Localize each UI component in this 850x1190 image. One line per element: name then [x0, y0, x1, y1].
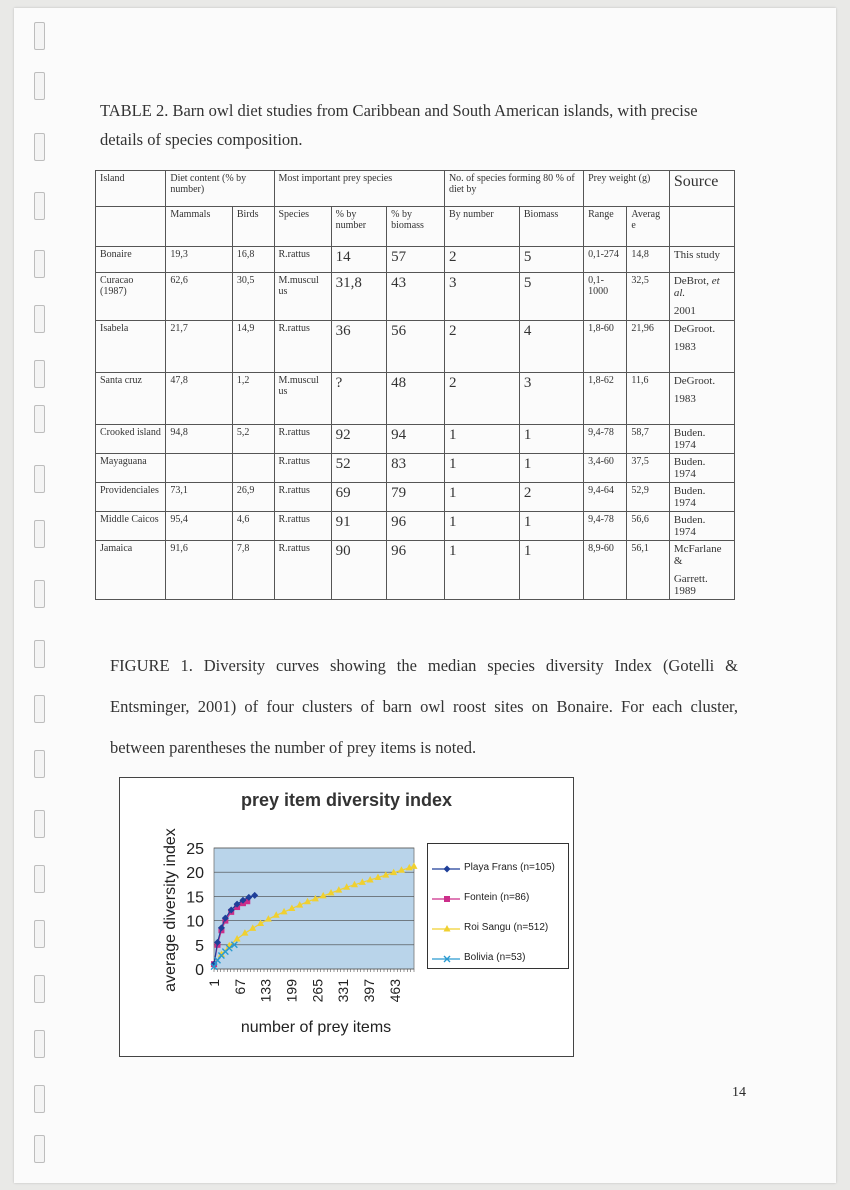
- binder-hole: [34, 405, 45, 433]
- source-text: DeGroot.: [673, 323, 716, 335]
- y-tick-label: 15: [186, 889, 204, 907]
- table-header-row: [96, 171, 735, 207]
- x-tick-label: 331: [335, 979, 352, 1003]
- cell-birds: 16,8: [232, 247, 274, 273]
- cell-species: R.rattus: [274, 541, 331, 600]
- cell-pct-biomass: 94: [387, 425, 445, 454]
- cell-pct-number: 69: [331, 483, 387, 512]
- cell-species: R.rattus: [274, 454, 331, 483]
- cell-island: Isabela: [96, 321, 166, 373]
- cell-birds: [232, 454, 274, 483]
- header-by-number: By number: [444, 207, 519, 247]
- cell-birds: 5,2: [232, 425, 274, 454]
- cell-island: Jamaica: [96, 541, 166, 600]
- cell-average: 56,1: [627, 541, 669, 600]
- table-caption: TABLE 2. Barn owl diet studies from Caribbean and South American islands, with precise details of species composition.: [100, 101, 698, 149]
- cell-biomass: 3: [519, 373, 583, 425]
- cell-range: 9,4-78: [584, 425, 627, 454]
- binder-hole: [34, 750, 45, 778]
- cell-mammals: 62,6: [166, 273, 233, 321]
- cell-pct-number: 52: [331, 454, 387, 483]
- cell-pct-number: 90: [331, 541, 387, 600]
- cell-average: 37,5: [627, 454, 669, 483]
- header-mammals: Mammals: [166, 207, 233, 247]
- cell-pct-biomass: 79: [387, 483, 445, 512]
- source-text: McFarlane &: [673, 543, 722, 567]
- source-text: Buden. 1974: [673, 427, 706, 451]
- cell-island: Bonaire: [96, 247, 166, 273]
- cell-source: [669, 425, 734, 454]
- cell-birds: 30,5: [232, 273, 274, 321]
- header-average: Averag e: [627, 207, 669, 247]
- cell-island: Mayaguana: [96, 454, 166, 483]
- y-tick-label: 5: [195, 937, 204, 955]
- cell-mammals: 47,8: [166, 373, 233, 425]
- binder-hole: [34, 520, 45, 548]
- x-tick-label: 67: [231, 979, 248, 995]
- cell-source: [669, 273, 734, 321]
- cell-average: 14,8: [627, 247, 669, 273]
- cell-range: 0,1-274: [584, 247, 627, 273]
- binder-hole: [34, 975, 45, 1003]
- y-tick-label: 10: [186, 913, 204, 931]
- binder-hole: [34, 920, 45, 948]
- cell-island: Curacao (1987): [96, 273, 166, 321]
- legend-label: Playa Frans (n=105): [464, 862, 555, 873]
- cell-by-number: 1: [444, 483, 519, 512]
- cell-biomass: 1: [519, 512, 583, 541]
- cell-range: 9,4-78: [584, 512, 627, 541]
- cell-mammals: 95,4: [166, 512, 233, 541]
- header-pct-biomass: % by biomass: [387, 207, 445, 247]
- cell-by-number: 2: [444, 247, 519, 273]
- header-source: Source: [669, 171, 734, 207]
- header-biomass: Biomass: [519, 207, 583, 247]
- table-row: [96, 273, 735, 321]
- x-tick-label: 397: [360, 979, 377, 1003]
- cell-range: 8,9-60: [584, 541, 627, 600]
- cell-biomass: 1: [519, 454, 583, 483]
- chart-title: prey item diversity index: [240, 790, 453, 810]
- x-tick-label: 463: [386, 979, 403, 1003]
- y-tick-label: 25: [186, 841, 204, 858]
- cell-pct-number: 31,8: [331, 273, 387, 321]
- cell-range: 0,1- 1000: [584, 273, 627, 321]
- x-tick-label: 199: [283, 979, 300, 1003]
- cell-average: 11,6: [627, 373, 669, 425]
- cell-species: R.rattus: [274, 512, 331, 541]
- source-year: 1983: [673, 393, 696, 405]
- legend-label: Fontein (n=86): [464, 892, 530, 903]
- table-row: [96, 373, 735, 425]
- cell-average: 58,7: [627, 425, 669, 454]
- cell-source: [669, 454, 734, 483]
- table-row: [96, 541, 735, 600]
- cell-mammals: 21,7: [166, 321, 233, 373]
- chart-legend: [427, 843, 569, 969]
- cell-pct-biomass: 83: [387, 454, 445, 483]
- cell-pct-biomass: 57: [387, 247, 445, 273]
- binder-hole: [34, 22, 45, 50]
- cell-birds: 1,2: [232, 373, 274, 425]
- cell-pct-number: 91: [331, 512, 387, 541]
- source-text: Buden. 1974: [673, 514, 706, 538]
- table-row: [96, 321, 735, 373]
- table-subheader-row: [96, 207, 735, 247]
- cell-range: 3,4-60: [584, 454, 627, 483]
- header-species: Species: [274, 207, 331, 247]
- cell-species: R.rattus: [274, 483, 331, 512]
- binder-hole: [34, 865, 45, 893]
- cell-pct-biomass: 96: [387, 512, 445, 541]
- cell-mammals: 73,1: [166, 483, 233, 512]
- cell-birds: 26,9: [232, 483, 274, 512]
- source-text: DeGroot.: [673, 375, 716, 387]
- table-row: [96, 483, 735, 512]
- cell-species: R.rattus: [274, 321, 331, 373]
- source-year: 2001: [673, 305, 696, 317]
- cell-biomass: 2: [519, 483, 583, 512]
- cell-mammals: 91,6: [166, 541, 233, 600]
- cell-island: Santa cruz: [96, 373, 166, 425]
- cell-average: 21,96: [627, 321, 669, 373]
- cell-biomass: 1: [519, 541, 583, 600]
- table-row: [96, 512, 735, 541]
- x-tick-label: 265: [309, 979, 326, 1003]
- table-row: [96, 247, 735, 273]
- cell-pct-number: 36: [331, 321, 387, 373]
- cell-by-number: 3: [444, 273, 519, 321]
- cell-range: 1,8-62: [584, 373, 627, 425]
- x-tick-label: 1: [206, 979, 222, 987]
- table-row: [96, 454, 735, 483]
- cell-birds: 14,9: [232, 321, 274, 373]
- cell-source: [669, 512, 734, 541]
- y-tick-label: 20: [186, 865, 204, 883]
- header-no-species: No. of species forming 80 % of diet by: [444, 171, 583, 207]
- cell-biomass: 1: [519, 425, 583, 454]
- binder-hole: [34, 810, 45, 838]
- binder-hole: [34, 640, 45, 668]
- header-range: Range: [584, 207, 627, 247]
- cell-pct-number: 92: [331, 425, 387, 454]
- cell-birds: 4,6: [232, 512, 274, 541]
- cell-range: 9,4-64: [584, 483, 627, 512]
- binder-hole: [34, 360, 45, 388]
- cell-mammals: 94,8: [166, 425, 233, 454]
- cell-by-number: 1: [444, 512, 519, 541]
- binder-hole: [34, 1085, 45, 1113]
- legend-marker: [430, 950, 462, 968]
- cell-pct-biomass: 48: [387, 373, 445, 425]
- binder-hole: [34, 1135, 45, 1163]
- source-year: Garrett. 1989: [673, 573, 708, 597]
- cell-by-number: 1: [444, 454, 519, 483]
- cell-average: 56,6: [627, 512, 669, 541]
- source-text: DeBrot,: [673, 275, 712, 287]
- binder-hole: [34, 250, 45, 278]
- cell-pct-number: 14: [331, 247, 387, 273]
- y-tick-label: 0: [195, 962, 204, 979]
- legend-marker: [430, 860, 462, 878]
- x-tick-label: 133: [257, 979, 274, 1003]
- x-axis-label: number of prey items: [240, 1019, 392, 1036]
- cell-source: [669, 373, 734, 425]
- binder-hole: [34, 305, 45, 333]
- diet-table: [95, 170, 735, 600]
- legend-label: Roi Sangu (n=512): [464, 922, 549, 933]
- cell-by-number: 1: [444, 541, 519, 600]
- cell-range: 1,8-60: [584, 321, 627, 373]
- cell-average: 52,9: [627, 483, 669, 512]
- source-year: 1983: [673, 341, 696, 353]
- cell-biomass: 5: [519, 247, 583, 273]
- cell-by-number: 1: [444, 425, 519, 454]
- cell-species: M.muscul us: [274, 373, 331, 425]
- cell-island: Middle Caicos: [96, 512, 166, 541]
- header-pct-number: % by number: [331, 207, 387, 247]
- binder-hole: [34, 133, 45, 161]
- cell-biomass: 5: [519, 273, 583, 321]
- header-prey-weight: Prey weight (g): [584, 171, 670, 207]
- legend-marker: [430, 890, 462, 908]
- source-text: Buden. 1974: [673, 485, 706, 509]
- header-birds: Birds: [232, 207, 274, 247]
- binder-hole: [34, 580, 45, 608]
- header-island: Island: [96, 171, 166, 207]
- cell-birds: 7,8: [232, 541, 274, 600]
- cell-pct-number: ?: [331, 373, 387, 425]
- binder-hole: [34, 72, 45, 100]
- figure-caption: FIGURE 1. Diversity curves showing the median species diversity Index (Gotelli & Entsminger, 2001) of four clusters of barn owl roost sites on Bonaire. For each cluster, between parentheses the number of prey items is noted.: [110, 656, 738, 757]
- cell-biomass: 4: [519, 321, 583, 373]
- cell-species: R.rattus: [274, 247, 331, 273]
- cell-by-number: 2: [444, 373, 519, 425]
- header-most-important: Most important prey species: [274, 171, 444, 207]
- page-number: 14: [732, 1085, 746, 1100]
- binder-hole: [34, 1030, 45, 1058]
- cell-species: M.muscul us: [274, 273, 331, 321]
- cell-source: [669, 247, 734, 273]
- source-etal: et al.: [673, 275, 720, 299]
- binder-hole: [34, 465, 45, 493]
- legend-marker: [430, 920, 462, 938]
- binder-hole: [34, 192, 45, 220]
- cell-mammals: 19,3: [166, 247, 233, 273]
- cell-pct-biomass: 43: [387, 273, 445, 321]
- cell-mammals: [166, 454, 233, 483]
- source-text: Buden. 1974: [673, 456, 706, 480]
- cell-average: 32,5: [627, 273, 669, 321]
- y-axis-label: average diversity index: [162, 828, 179, 992]
- table-row: [96, 425, 735, 454]
- header-diet-content: Diet content (% by number): [166, 171, 274, 207]
- cell-island: Providenciales: [96, 483, 166, 512]
- cell-pct-biomass: 56: [387, 321, 445, 373]
- cell-island: Crooked island: [96, 425, 166, 454]
- cell-source: [669, 321, 734, 373]
- cell-by-number: 2: [444, 321, 519, 373]
- legend-label: Bolivia (n=53): [464, 952, 526, 963]
- table-body: [96, 247, 735, 600]
- cell-source: [669, 483, 734, 512]
- cell-source: [669, 541, 734, 600]
- cell-pct-biomass: 96: [387, 541, 445, 600]
- source-text: This study: [673, 249, 721, 261]
- binder-hole: [34, 695, 45, 723]
- cell-species: R.rattus: [274, 425, 331, 454]
